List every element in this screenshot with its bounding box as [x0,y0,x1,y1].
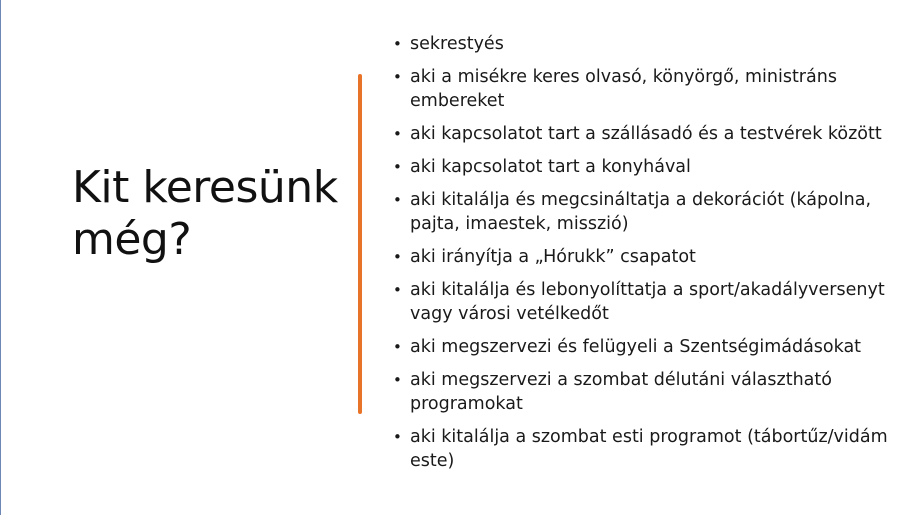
slide-title: Kit keresünk még? [72,162,338,265]
slide-edge-line [0,0,1,515]
bullet-icon: • [393,35,402,53]
bullet-icon: • [393,158,402,176]
bullet-icon: • [393,248,402,266]
list-item [390,335,912,359]
list-item [390,278,912,326]
list-item-text: aki kitalálja és lebonyolíttatja a sport/akadályversenyt vagy városi vetélkedőt [410,280,885,324]
list-item-text: aki megszervezi és felügyeli a Szentségimádásokat [410,337,862,357]
list-item [390,425,912,473]
bullet-list [390,32,912,482]
list-item [390,368,912,416]
list-item-text: aki irányítja a „Hórukk” csapatot [410,247,696,267]
list-item-text: aki a misékre keres olvasó, könyörgő, ministráns embereket [410,67,837,111]
list-item [390,245,912,269]
list-item-text: aki megszervezi a szombat délutáni választható programokat [410,370,832,414]
list-item-text: sekrestyés [410,34,504,54]
list-item-text: aki kitalálja a szombat esti programot (tábortűz/vidám este) [410,427,888,471]
vertical-divider [358,74,362,414]
list-item-text: aki kapcsolatot tart a szállásadó és a testvérek között [410,124,882,144]
list-item [390,155,912,179]
bullet-icon: • [393,281,402,299]
bullet-icon: • [393,68,402,86]
list-item [390,122,912,146]
bullet-icon: • [393,428,402,446]
list-item [390,32,912,56]
bullet-icon: • [393,338,402,356]
bullet-icon: • [393,191,402,209]
list-item-text: aki kitalálja és megcsináltatja a dekorációt (kápolna, pajta, imaestek, misszió) [410,190,872,234]
bullet-icon: • [393,125,402,143]
list-item [390,65,912,113]
bullet-icon: • [393,371,402,389]
list-item-text: aki kapcsolatot tart a konyhával [410,157,691,177]
list-item [390,188,912,236]
